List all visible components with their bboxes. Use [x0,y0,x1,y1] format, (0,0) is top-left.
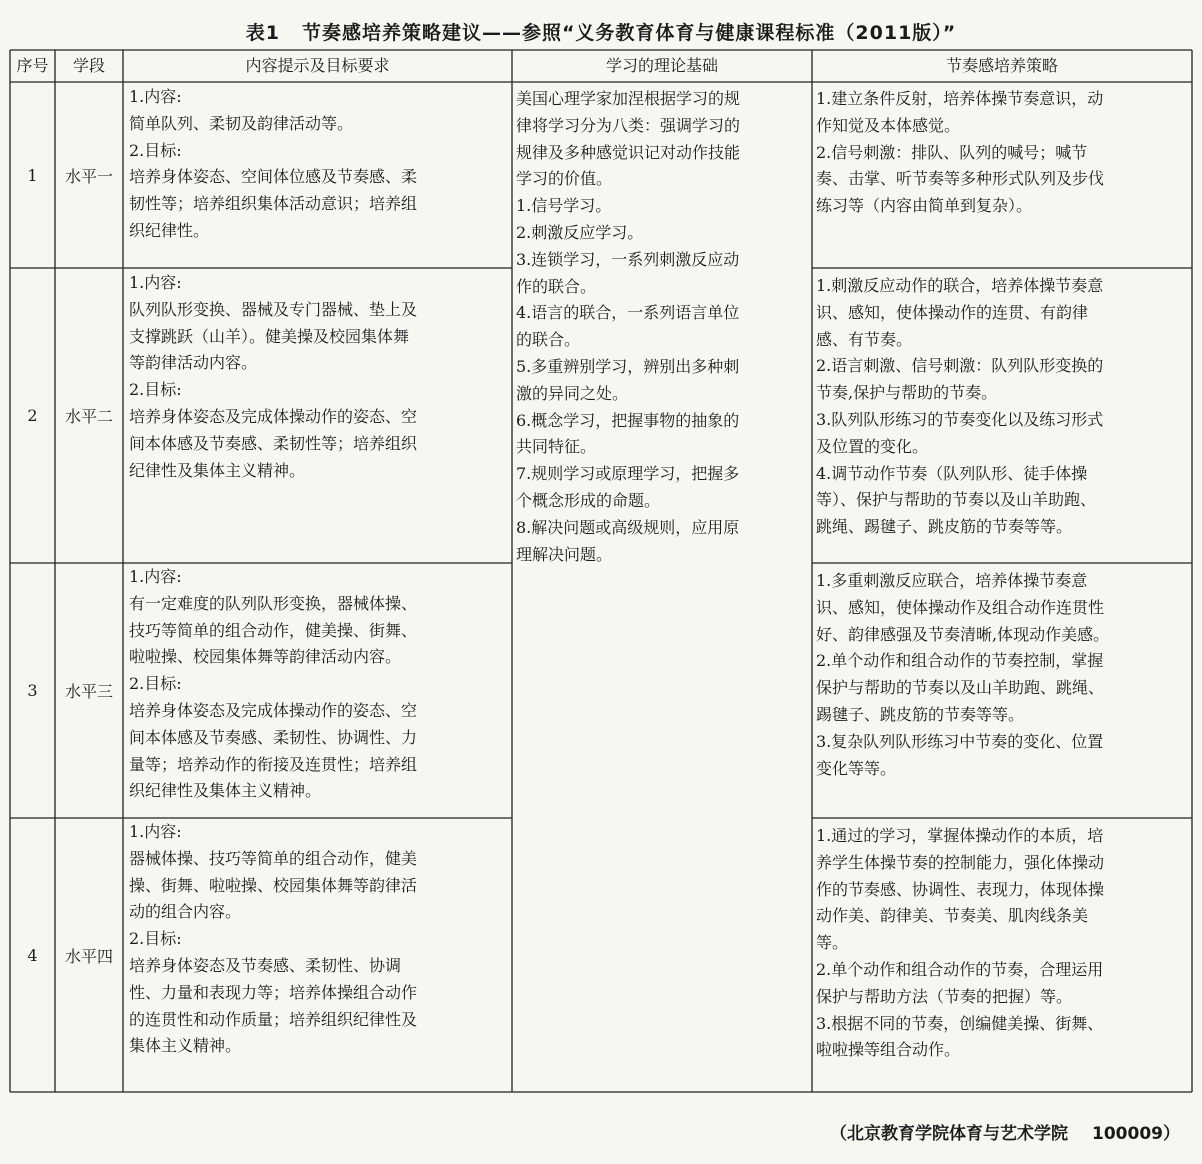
row-2-seq: 2 [27,406,38,425]
theory-column: 美国心理学家加涅根据学习的规 律将学习分为八类：强调学习的 规律及多种感觉识记对动作技能 学习的价值。 1.信号学习。 2.刺激反应学习。 3.连锁学习，一系列刺激反应动 作的联合。 4.语言的联合，一系列语言单位 的联合。 5.多重辨别学习，辨别出多种刺 激的异同之处。 6.概念学习，把握事物的抽象的 共同特征。 7.规则学习或原理学习，把握多 个概念形成的命题。 8.解决问题或高级规则，应用原 理解决问题。 [516,89,741,564]
header-seq: 序号 [16,56,49,75]
footer-postcode: 100009） [1092,1124,1180,1144]
row-4-stage: 水平四 [64,946,113,966]
header-strategy: 节奏感培养策略 [945,56,1058,75]
row-3-seq: 3 [27,681,38,700]
row-1-stage: 水平一 [64,166,113,186]
header-theory: 学习的理论基础 [605,56,718,75]
table-number: 表1 [245,22,280,44]
row-2-strategy: 1.刺激反应动作的联合，培养体操节奏意 识、感知，使体操动作的连贯、有韵律 感、有节奏。 2.语言刺激、信号刺激：队列队形变换的 节奏,保护与帮助的节奏。 3.队列队形练习的节奏变化以及练习形式 及位置的变化。 4.调节动作节奏（队列队形、徒手体操 等）、保护与帮助的节奏以及山羊助跑、 跳绳、踢毽子、跳皮筋的节奏等等。 [816,276,1104,537]
footer-affiliation [830,1119,1180,1144]
row-3-content: 1.内容: 有一定难度的队列队形变换，器械体操、 技巧等简单的组合动作，健美操、街舞、 啦啦操、校园集体舞等韵律活动内容。 2.目标: 培养身体姿态及完成体操动作的姿态、空 间本体感及节奏感、柔韧性、协调性、力 量等；培养动作的衔接及连贯性；培养组 织纪律性及集体主义精神。 [129,567,418,801]
row-1-seq: 1 [27,165,38,185]
footer-org: （北京教育学院体育与艺术学院 [830,1124,1069,1144]
row-1-content: 1.内容: 简单队列、柔韧及韵律活动等。 2.目标: 培养身体姿态、空间体位感及节奏感、柔 韧性等；培养组织集体活动意识；培养组 织纪律性。 [129,87,418,240]
row-2-stage: 水平二 [64,407,113,426]
header-stage: 学段 [72,56,105,75]
row-4-seq: 4 [27,945,38,965]
row-3-strategy: 1.多重刺激反应联合，培养体操节奏意 识、感知，使体操动作及组合动作连贯性 好、韵律感强及节奏清晰,体现动作美感。 2.单个动作和组合动作的节奏控制，掌握 保护与帮助的节奏以及山羊助跑、跳绳、 踢毽子、跳皮筋的节奏等等。 3.复杂队列队形练习中节奏的变化、位置 变化等等。 [816,571,1110,778]
row-2-content: 1.内容: 队列队形变换、器械及专门器械、垫上及 支撑跳跃（山羊）。健美操及校园集体舞 等韵律活动内容。 2.目标: 培养身体姿态及完成体操动作的姿态、空 间本体感及节奏感、柔韧性等；培养组织 纪律性及集体主义精神。 [129,273,418,480]
header-content: 内容提示及目标要求 [245,56,390,75]
row-4-content: 1.内容: 器械体操、技巧等简单的组合动作，健美 操、街舞、啦啦操、校园集体舞等韵律活 动的组合内容。 2.目标: 培养身体姿态及节奏感、柔韧性、协调 性、力量和表现力等；培养体操组合动作 的连贯性和动作质量；培养组织纪律性及 集体主义精神。 [129,822,418,1056]
row-1-strategy: 1.建立条件反射，培养体操节奏意识，动 作知觉及本体感觉。 2.信号刺激：排队、队列的喊号；喊节 奏、击掌、听节奏等多种形式队列及步伐 练习等（内容由简单到复杂）。 [816,89,1105,216]
table-caption: 节奏感培养策略建议——参照“义务教育体育与健康课程标准（2011版）” [301,22,957,44]
row-3-stage: 水平三 [64,682,113,701]
row-4-strategy: 1.通过的学习，掌握体操动作的本质，培 养学生体操节奏的控制能力，强化体操动 作的节奏感、协调性、表现力，体现体操 动作美、韵律美、节奏美、肌肉线条美 等。 2.单个动作和组合动作的节奏，合理运用 保护与帮助方法（节奏的把握）等。 3.根据不同的节奏，创编健美操、街舞、 啦啦操等组合动作。 [816,826,1105,1060]
